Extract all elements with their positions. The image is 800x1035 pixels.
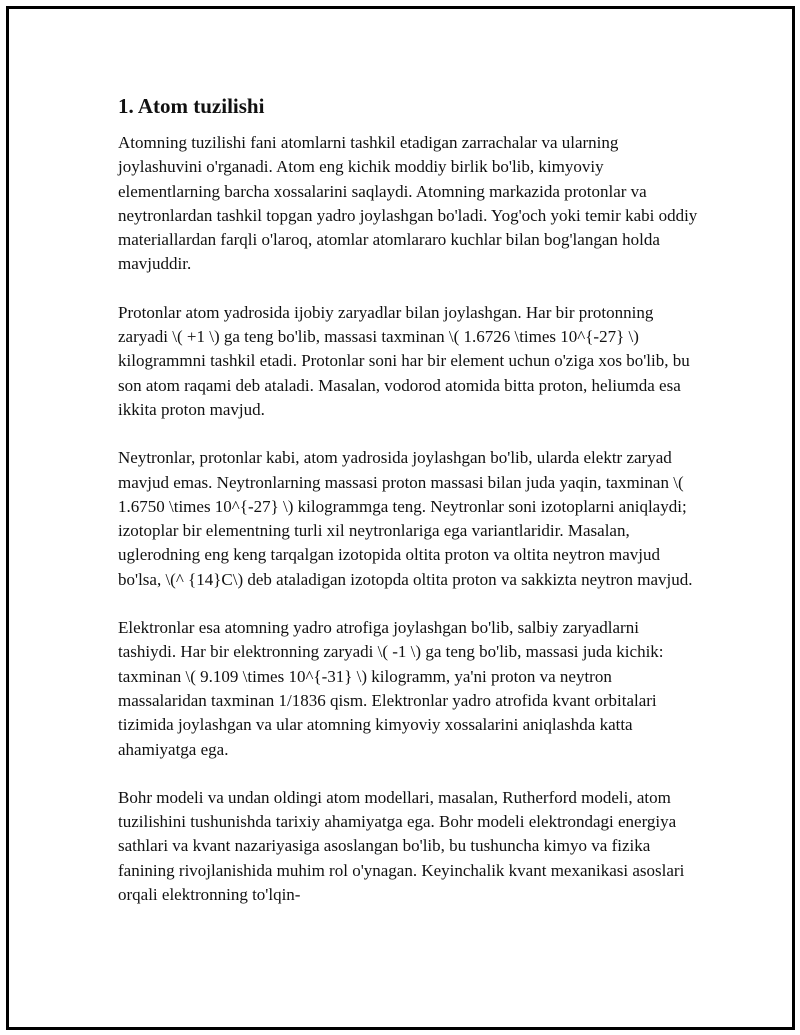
paragraph-bohr-model: Bohr modeli va undan oldingi atom modellari, masalan, Rutherford modeli, atom tuzilishini tushunishda tarixiy ahamiyatga ega. Bohr modeli elektrondagi energiya sathlari va kvant nazariyasiga asoslangan bo'lib, bu tushuncha kimyo va fizika fanining rivojlanishida muhim rol o'ynagan. Keyinchalik kvant mexanikasi asoslari orqali elektronning to'lqin- (118, 787, 685, 905)
document-body (118, 92, 698, 931)
paragraph-neutrons: Neytronlar, protonlar kabi, atom yadrosida joylashgan bo'lib, ularda elektr zaryad mavjud emas. Neytronlarning massasi proton massasi bilan juda yaqin, taxminan \( 1.6750 \times 10^{-27} \) kilogrammga teng. Neytronlar soni izotoplarni aniqlaydi; izotoplar bir elementning turli xil neytronlariga ega variantlaridir. Masalan, uglerodning eng keng tarqalgan izotopida oltita proton va oltita neytron mavjud bo'lsa, \(^ {14}C\) deb ataladigan izotopda oltita proton va sakkizta neytron mavjud. (118, 448, 693, 589)
paragraph-electrons: Elektronlar esa atomning yadro atrofiga joylashgan bo'lib, salbiy zaryadlarni tashiydi. Har bir elektronning zaryadi \( -1 \) ga teng bo'lib, massasi juda kichik: taxminan \( 9.109 \times 10^{-31} \) kilogramm, ya'ni proton va neytron massalaridan taxminan 1/1836 qism. Elektronlar yadro atrofida kvant orbitalari tizimida joylashgan va ular atomning kimyoviy xossalarini aniqlashda katta ahamiyatga ega. (118, 618, 664, 759)
paragraph-protons: Protonlar atom yadrosida ijobiy zaryadlar bilan joylashgan. Har bir protonning zaryadi \( +1 \) ga teng bo'lib, massasi taxminan \( 1.6726 \times 10^{-27} \) kilogrammni tashkil etadi. Protonlar soni har bir element uchun o'ziga xos bo'lib, bu son atom raqami deb ataladi. Masalan, vodorod atomida bitta proton, heliumda esa ikkita proton mavjud. (118, 302, 690, 419)
section-heading: 1. Atom tuzilishi (118, 94, 265, 118)
paragraph-atom-structure: Atomning tuzilishi fani atomlarni tashkil etadigan zarrachalar va ularning joylashuvini o'rganadi. Atom eng kichik moddiy birlik bo'lib, kimyoviy elementlarning barcha xossalarini saqlaydi. Atomning markazida protonlar va neytronlardan tashkil topgan yadro joylashgan bo'ladi. Yog'och yoki temir kabi oddiy materiallardan farqli o'laroq, atomlar atomlararo kuchlar bilan bog'langan holda mavjuddir. (118, 133, 698, 274)
